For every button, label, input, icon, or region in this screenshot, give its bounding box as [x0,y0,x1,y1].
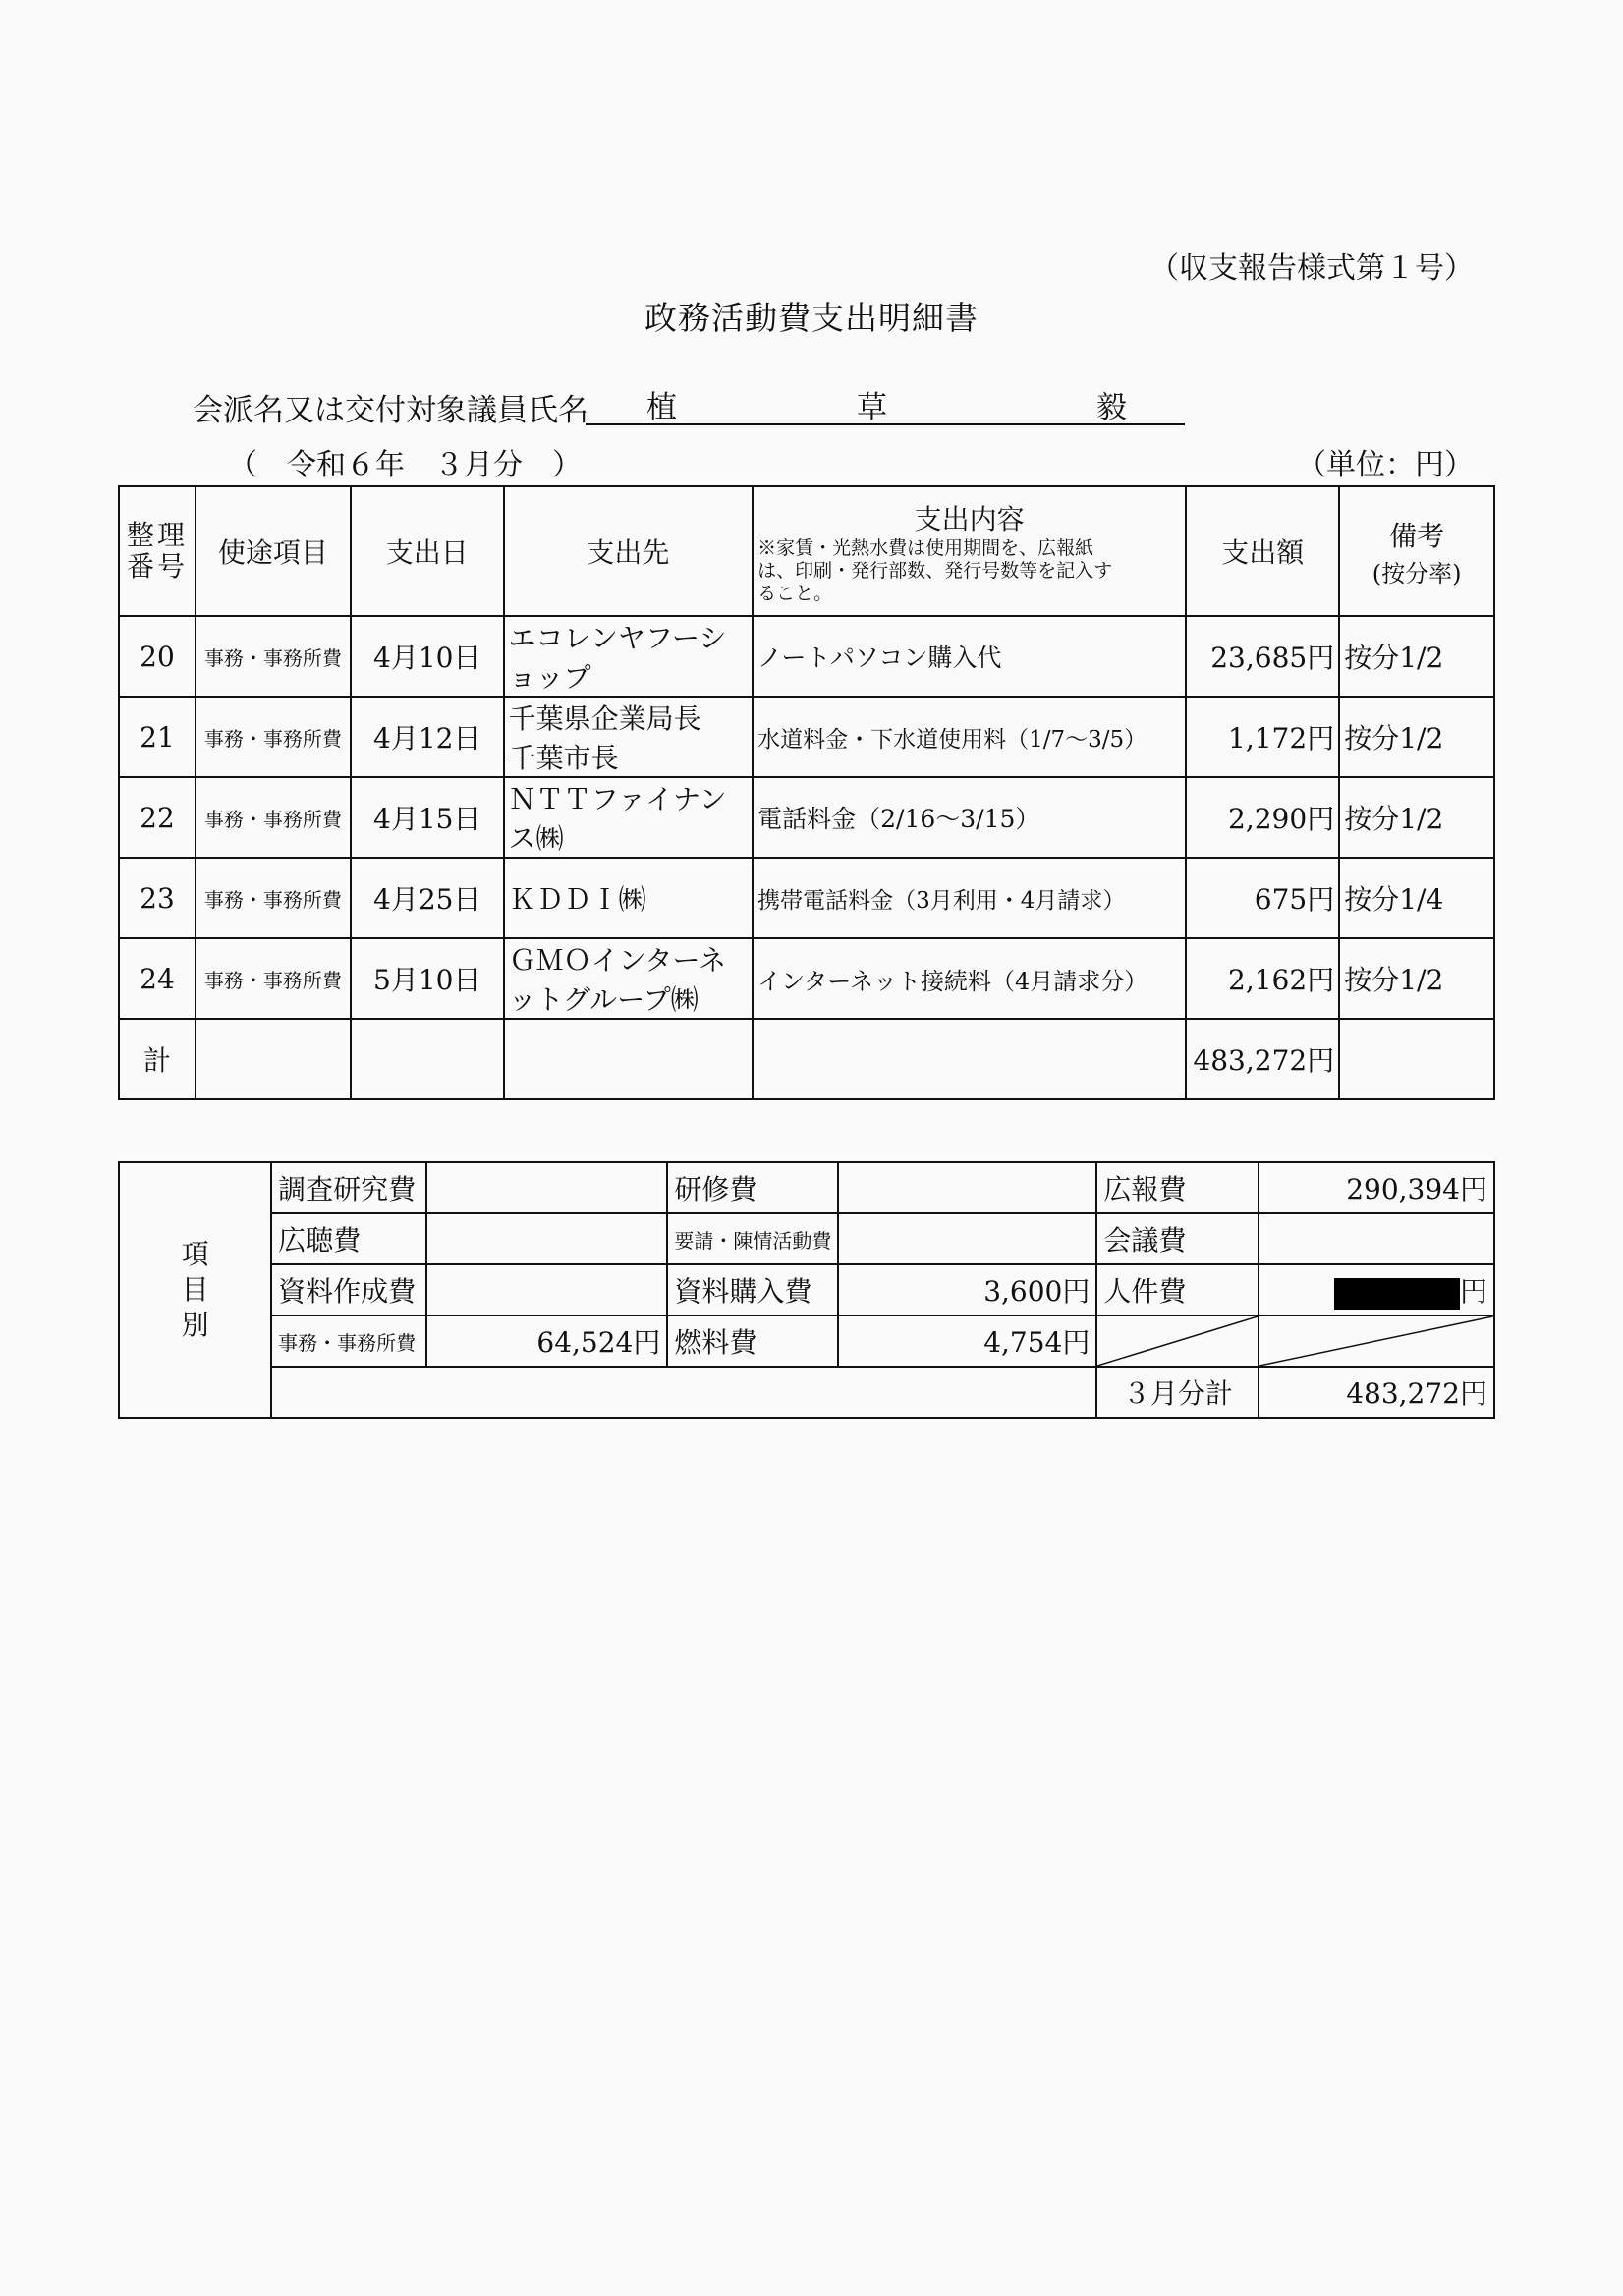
report-period: （ 令和６年 ３月分 ） [228,448,582,482]
summary-side-label [119,1162,271,1418]
side-label-char: 目 [181,1273,209,1306]
header-amount: 支出額 [1186,486,1339,616]
row-content: ノートパソコン購入代 [753,616,1186,697]
row-amount: 1,172円 [1186,697,1339,777]
row-payee: ＮＴＴファイナンス㈱ [504,777,754,858]
row-payee: ＧＭＯインターネットグループ㈱ [504,938,754,1019]
row-date: 4月12日 [351,697,504,777]
empty-cell [196,1019,351,1099]
category-summary-table [118,1161,1495,1419]
row-remarks: 按分1/2 [1339,616,1494,697]
summary-row [119,1367,1494,1418]
row-amount: 675円 [1186,858,1339,938]
row-payee: エコレンヤフーショップ [504,616,754,697]
pr-value: 290,394円 [1259,1162,1494,1213]
total-amount: 483,272円 [1186,1019,1339,1099]
member-name-char: 毅 [1096,390,1127,425]
table-row [119,777,1494,858]
row-date: 4月15日 [351,777,504,858]
row-amount: 2,162円 [1186,938,1339,1019]
row-date: 4月25日 [351,858,504,938]
meeting-label: 会議費 [1096,1213,1259,1264]
row-remarks: 按分1/2 [1339,777,1494,858]
table-row [119,938,1494,1019]
personnel-value: 円 [1459,1275,1487,1308]
total-label: 計 [119,1019,196,1099]
docs-value [426,1264,667,1316]
member-name-char: 植 [646,390,677,425]
table-header-row [119,486,1494,616]
row-category: 事務・事務所費 [196,858,351,938]
hearing-value [426,1213,667,1264]
empty-cell [504,1019,754,1099]
month-total-label: ３月分計 [1096,1367,1259,1418]
row-number: 23 [119,858,196,938]
row-category: 事務・事務所費 [196,697,351,777]
row-payee: 千葉県企業局長 千葉市長 [504,697,754,777]
table-row [119,616,1494,697]
header-content [753,486,1186,616]
summary-row [119,1213,1494,1264]
empty-cell [753,1019,1186,1099]
office-value: 64,524円 [426,1316,667,1367]
row-category: 事務・事務所費 [196,777,351,858]
petition-value [838,1213,1096,1264]
form-label: （収支報告様式第１号） [1149,252,1474,286]
row-content: 水道料金・下水道使用料（1/7～3/5） [753,697,1186,777]
hearing-label: 広聴費 [271,1213,426,1264]
header-remarks-title: 備考 [1389,519,1445,552]
header-content-title: 支出内容 [914,502,1025,535]
side-label-char: 項 [181,1238,209,1270]
row-amount: 23,685円 [1186,616,1339,697]
header-content-note: は、印刷・発行部数、発行号数等を記入す [757,559,1113,582]
training-label: 研修費 [667,1162,838,1213]
row-category: 事務・事務所費 [196,938,351,1019]
row-remarks: 按分1/2 [1339,938,1494,1019]
fuel-label: 燃料費 [667,1316,838,1367]
row-content: 携帯電話料金（3月利用・4月請求） [753,858,1186,938]
row-number: 22 [119,777,196,858]
docs-label: 資料作成費 [271,1264,426,1316]
row-date: 5月10日 [351,938,504,1019]
total-row [119,1019,1494,1099]
member-name-label: 会派名又は交付対象議員氏名 [193,393,588,428]
purchase-label: 資料購入費 [667,1264,838,1316]
header-remarks [1339,486,1494,616]
summary-row [119,1162,1494,1213]
side-label-char: 別 [181,1309,209,1341]
header-payee: 支出先 [504,486,754,616]
month-total-value: 483,272円 [1259,1367,1494,1418]
member-name-char: 草 [857,390,887,425]
diagonal-empty-cell [1259,1316,1494,1367]
table-row [119,697,1494,777]
empty-cell [351,1019,504,1099]
header-content-note: ※家賃・光熱水費は使用期間を、広報紙 [757,536,1094,559]
diagonal-line [1097,1316,1258,1366]
row-category: 事務・事務所費 [196,616,351,697]
row-number: 20 [119,616,196,697]
diagonal-line [1259,1316,1493,1366]
fuel-value: 4,754円 [838,1316,1096,1367]
training-value [838,1162,1096,1213]
member-name-field [586,382,1185,425]
unit-label: （単位：円） [1297,448,1474,482]
expense-detail-table [118,485,1495,1100]
office-label: 事務・事務所費 [271,1316,426,1367]
pr-label: 広報費 [1096,1162,1259,1213]
row-date: 4月10日 [351,616,504,697]
row-content: 電話料金（2/16～3/15） [753,777,1186,858]
purchase-value: 3,600円 [838,1264,1096,1316]
empty-cell [271,1367,1096,1418]
header-remarks-sub: (按分率) [1371,559,1462,588]
header-number: 整理番号 [119,486,196,616]
personnel-value-cell [1259,1264,1494,1316]
header-category: 使途項目 [196,486,351,616]
document-title: 政務活動費支出明細書 [644,299,979,337]
summary-row [119,1264,1494,1316]
personnel-label: 人件費 [1096,1264,1259,1316]
row-remarks: 按分1/2 [1339,697,1494,777]
summary-row [119,1316,1494,1367]
diagonal-empty-cell [1096,1316,1259,1367]
empty-cell [1339,1019,1494,1099]
table-row [119,858,1494,938]
meeting-value [1259,1213,1494,1264]
row-payee: ＫＤＤＩ㈱ [504,858,754,938]
row-content: インターネット接続料（4月請求分） [753,938,1186,1019]
row-number: 21 [119,697,196,777]
row-number: 24 [119,938,196,1019]
row-amount: 2,290円 [1186,777,1339,858]
header-content-note: ること。 [757,582,833,604]
research-value [426,1162,667,1213]
header-date: 支出日 [351,486,504,616]
redaction-box [1334,1278,1460,1310]
research-label: 調査研究費 [271,1162,426,1213]
petition-label: 要請・陳情活動費 [667,1213,838,1264]
row-remarks: 按分1/4 [1339,858,1494,938]
